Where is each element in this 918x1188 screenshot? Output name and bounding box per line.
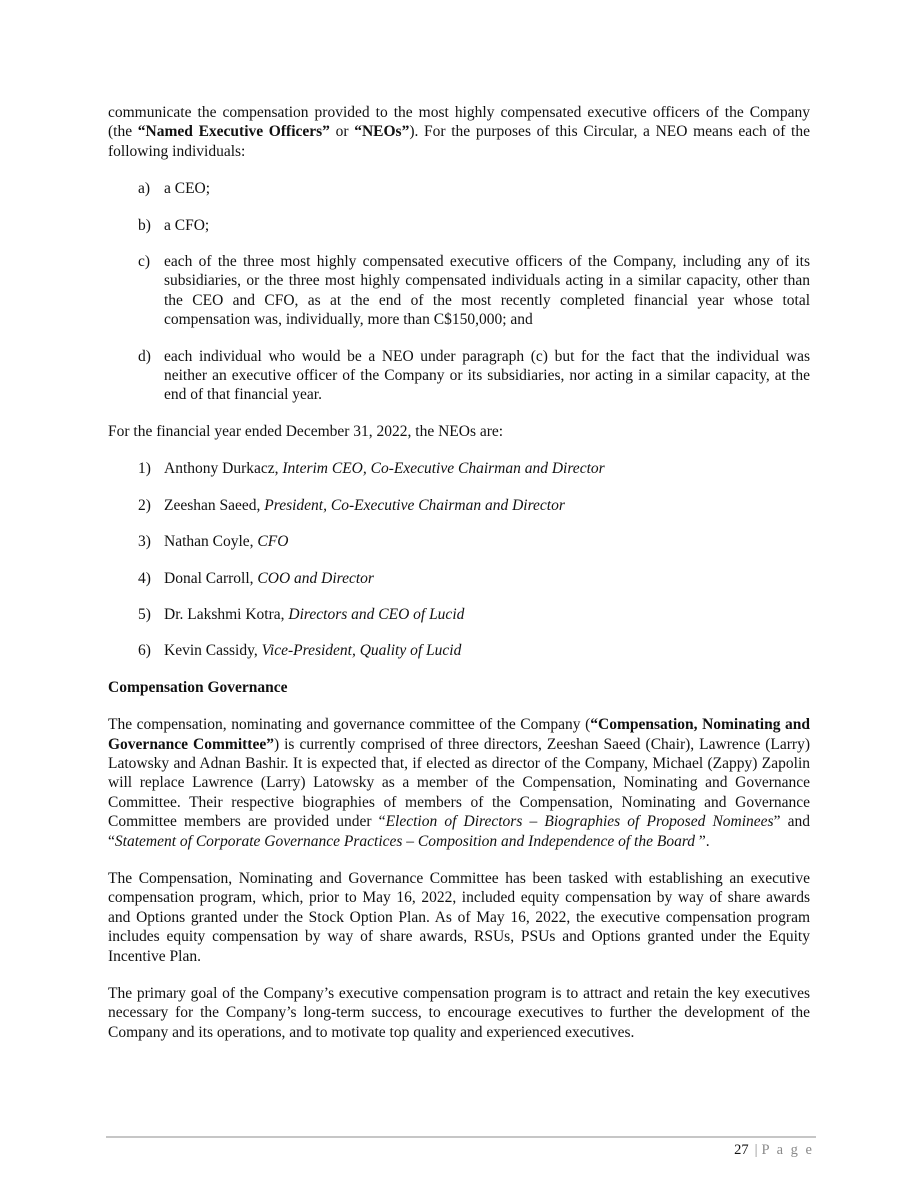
neo-item-6: [108, 641, 810, 660]
neo-name: Donal Carroll,: [164, 569, 258, 587]
neo-role: Vice-President, Quality of Lucid: [261, 642, 462, 660]
list-marker: 2): [138, 496, 151, 514]
section-heading-compensation-governance: Compensation Governance: [108, 678, 288, 696]
footer-divider: [106, 1136, 816, 1138]
list-marker: b): [138, 216, 151, 234]
list-marker: 5): [138, 605, 151, 623]
list-item-text: a CFO;: [164, 216, 210, 234]
neo-name: Kevin Cassidy,: [164, 642, 262, 660]
list-item-d: [108, 347, 810, 405]
neo-item-3: [108, 532, 810, 551]
neo-role: CFO: [257, 533, 289, 551]
governance-run: ” and “: [108, 813, 810, 850]
list-marker: 1): [138, 460, 151, 478]
defined-term-committee: “Compensation, Nominating and Governance Committee”: [108, 716, 810, 753]
neo-item-text: [164, 605, 810, 624]
neo-role: President, Co-Executive Chairman and Director: [264, 496, 565, 514]
neo-item-text: [164, 532, 810, 551]
document-page-content: [108, 103, 810, 1060]
neo-name: Nathan Coyle,: [164, 533, 258, 551]
list-item-b: [108, 216, 810, 235]
neo-item-4: [108, 569, 810, 588]
neo-item-5: [108, 605, 810, 624]
neo-name: Zeeshan Saeed,: [164, 496, 265, 514]
page-footer: [106, 1136, 816, 1160]
neo-name: Dr. Lakshmi Kotra,: [164, 605, 289, 623]
intro-run: or: [329, 123, 355, 141]
neo-item-2: [108, 496, 810, 515]
intro-paragraph: [108, 103, 810, 161]
cross-reference-election-of-directors: Election of Directors – Biographies of Proposed Nominees: [385, 813, 774, 831]
intro-run: communicate the compensation provided to the most highly compensated executive officers of the Company (the: [108, 104, 810, 141]
intro-run: ). For the purposes of this Circular, a NEO means each of the following individuals:: [108, 123, 810, 160]
list-marker: 4): [138, 569, 151, 587]
footer-page-word: P a g e: [761, 1142, 814, 1158]
governance-run: ) is currently comprised of three directors, Zeeshan Saeed (Chair), Lawrence (Larry) Latowsky and Adnan Bashir. It is expected that, if elected as director of the Company, Michael (Zappy) Zapolin will replace Lawrence (Larry) Latowsky as a member of the Compensation, Nominating and Governance Committee. Their respective biographies of members of the Compensation, Nominating and Governance Committee members are provided under “: [108, 735, 810, 831]
governance-run: ”.: [695, 832, 710, 850]
neo-definition-list: [108, 179, 810, 405]
list-marker: 3): [138, 533, 151, 551]
cross-reference-corporate-governance: Statement of Corporate Governance Practices – Composition and Independence of the Board: [114, 832, 696, 850]
neo-name: Anthony Durkacz,: [164, 460, 283, 478]
list-marker: d): [138, 347, 151, 365]
neo-role: Interim CEO, Co-Executive Chairman and Director: [282, 460, 605, 478]
neo-lead-paragraph: For the financial year ended December 31, 2022, the NEOs are:: [108, 422, 504, 440]
neo-names-list: [108, 459, 810, 660]
neo-item-text: [164, 496, 810, 515]
defined-term-neos: “NEOs”: [354, 123, 410, 141]
list-item-c: [108, 252, 810, 330]
footer-separator: |: [754, 1142, 758, 1158]
neo-item-text: [164, 569, 810, 588]
footer-page-indicator: [106, 1141, 816, 1160]
neo-item-text: [164, 641, 810, 660]
list-item-text: each individual who would be a NEO under paragraph (c) but for the fact that the individual was neither an executive officer of the Company or its subsidiaries, nor acting in a similar capacity, at the end of that financial year.: [164, 347, 810, 404]
neo-item-text: [164, 459, 810, 478]
list-marker: 6): [138, 642, 151, 660]
list-item-text: a CEO;: [164, 180, 211, 198]
list-item-a: [108, 179, 810, 198]
neo-item-1: [108, 459, 810, 478]
governance-paragraph: [108, 715, 810, 851]
list-marker: a): [138, 180, 151, 198]
list-marker: c): [138, 253, 151, 271]
primary-goal-paragraph: The primary goal of the Company’s executive compensation program is to attract and retain the key executives necessary for the Company’s long-term success, to encourage executives to further the development of the Company and its operations, and to motivate top quality and experienced executives.: [108, 985, 810, 1041]
defined-term-named-executive-officers: “Named Executive Officers”: [137, 123, 330, 141]
list-item-text: each of the three most highly compensated executive officers of the Company, including any of its subsidiaries, or the three most highly compensated individuals acting in a similar capacity, other than the CEO and CFO, as at the end of the most recently completed financial year whose total compensation was, individually, more than C$150,000; and: [164, 253, 810, 329]
committee-mandate-paragraph: The Compensation, Nominating and Governance Committee has been tasked with establishing an executive compensation program, which, prior to May 16, 2022, included equity compensation by way of share awards and Options granted under the Stock Option Plan. As of May 16, 2022, the executive compensation program includes equity compensation by way of share awards, RSUs, PSUs and Options granted under the Equity Incentive Plan.: [108, 869, 810, 965]
neo-role: Directors and CEO of Lucid: [288, 605, 465, 623]
governance-run: The compensation, nominating and governance committee of the Company (: [108, 716, 591, 734]
neo-role: COO and Director: [257, 569, 374, 587]
page-number: 27: [734, 1142, 749, 1158]
